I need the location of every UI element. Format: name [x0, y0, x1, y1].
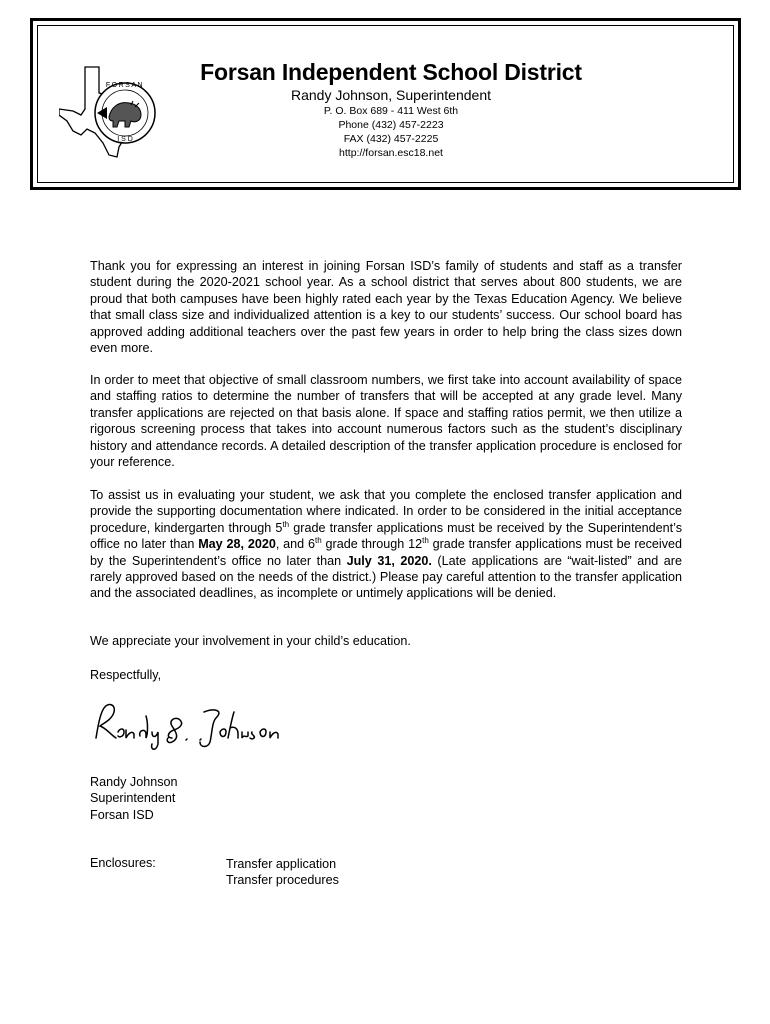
logo-text-bottom: I S D [117, 136, 133, 143]
paragraph-2-text: In order to meet that objective of small classroom numbers, we first take into account availability of space and staffing ratios to determine the number of transfers that will be accepted at any grade level. Many transfer applications are rejected on that basis alone. If space and staffing ratios permit, we then utilize a rigorous screening process that takes into account numerous factors such as the student’s disciplinary history and attendance records. A detailed description of the transfer application procedure is enclosed for your reference. [90, 373, 682, 470]
p3-part-b: grade transfer applications must be received by the Superintendent’s office no later than [90, 520, 682, 552]
letterhead [30, 18, 741, 190]
logo-text-top: FORSAN [105, 82, 145, 89]
deadline-6-12: July 31, 2020. [346, 553, 432, 568]
enclosures-label: Enclosures: [90, 856, 156, 870]
salutation: Respectfully, [90, 668, 162, 682]
superintendent-line: Randy Johnson, Superintendent [290, 87, 492, 103]
paragraph-1-text: Thank you for expressing an interest in joining Forsan ISD’s family of students and staff as a transfer student during the 2020-2021 school year. As a school district that serves about 800 students, we are proud that both campuses have been highly rated each year by the Texas Education Agency. We believe that small class size and individualized attention is a key to our students’ success. Our school board has approved adding additional teachers over the past few years in order to help bring the class sizes down even more. [90, 259, 682, 356]
letter-paragraph-1 [90, 258, 682, 356]
letter-paragraph-4 [90, 633, 682, 649]
paragraph-4-text: We appreciate your involvement in your child’s education. [90, 634, 411, 648]
paragraph-3-text [90, 487, 682, 602]
p3-part-e: grade transfer applications must be received by the Superintendent’s office no later than [90, 537, 683, 568]
district-name: Forsan Independent School District [200, 59, 582, 85]
enclosures-list [226, 856, 339, 889]
p3-part-d: grade through 12 [321, 537, 423, 552]
p3-sup-1: th [282, 519, 290, 529]
enclosure-item: Transfer application [226, 857, 337, 871]
enclosure-item: Transfer procedures [226, 873, 339, 888]
p3-part-a: To assist us in evaluating your student, we ask that you complete the enclosed transfer application and provide the supporting documentation where indicated. In order to be considered in the initial acceptance procedure, kindergarten through 5 [90, 488, 682, 535]
district-logo [59, 63, 169, 159]
signer-name: Randy Johnson [90, 775, 178, 789]
p3-sup-3: th [422, 536, 429, 546]
letter-paragraph-3 [90, 487, 682, 602]
signer-org: Forsan ISD [90, 807, 154, 822]
address-line: P. O. Box 689 - 411 West 6th [323, 105, 459, 117]
phone-line: Phone (432) 457-2223 [338, 119, 444, 131]
deadline-k-5: May 28, 2020 [198, 537, 276, 552]
fax-line: FAX (432) 457-2225 [343, 133, 439, 145]
p3-sup-2: th [315, 536, 322, 546]
signature [88, 698, 298, 754]
p3-part-c: , and 6 [275, 537, 316, 552]
signature-block [90, 774, 178, 823]
signer-title: Superintendent [90, 791, 176, 806]
letter-paragraph-2 [90, 372, 682, 470]
website-line: http://forsan.esc18.net [339, 147, 443, 159]
p3-part-f: (Late applications are “wait-listed” and are rarely approved based on the needs of the district.) Please pay careful attention to the transfer application and the associated deadlines, as incomplete or untimely applications will be denied. [90, 553, 682, 601]
